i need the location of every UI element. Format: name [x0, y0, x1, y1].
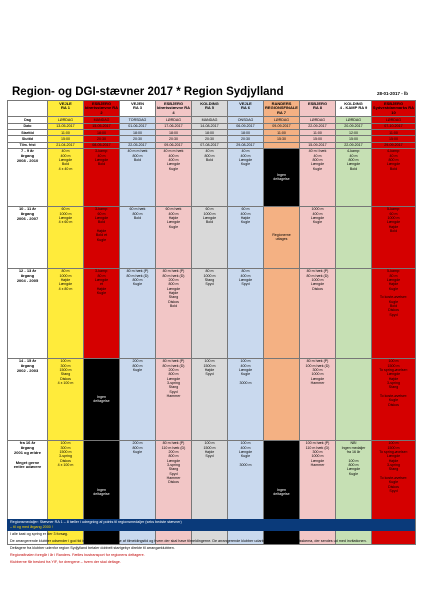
end-time-cell: 15:30 — [264, 136, 300, 142]
age-group-label: fra 16 år årgang 2001 og ældre Meget gerne entire udøvere — [8, 440, 48, 544]
date-cell: 13-05-2017 — [48, 123, 84, 129]
end-time-cell: 20:30 — [192, 136, 228, 142]
event-cell: 80 m hæk (P) 110 m hæk (D) 200 m 800 m Længde 3-spring Stang Spyd Hammer Diskos — [156, 440, 192, 544]
row-label-day: Dag — [8, 117, 48, 123]
start-time-cell: 11:00 — [300, 130, 336, 136]
date-cell: 07-10-2017 — [372, 123, 416, 129]
start-time-cell: 18:00 — [228, 130, 264, 136]
day-cell: LØRDAG — [48, 117, 84, 123]
event-cell: 40 m m hæk 400 m 400 m Længde Kugle — [156, 148, 192, 206]
age-group-label: 7 - 9 år årgang 2008 - 2010 — [8, 148, 48, 206]
event-cell: 100 m 1500 m To spring-øvelser: Længde Højde 3-spring Stang To koste-øvelser: Kugle Diskos Spyd — [372, 440, 416, 544]
date-cell: 01-06-2017 — [120, 123, 156, 129]
event-cell: 5-kamp: 60 m 1000 m Længde Højde Bold — [372, 206, 416, 268]
event-cell — [336, 268, 372, 358]
age-group-label: 10 - 11 år årgang 2006 - 2007 — [8, 206, 48, 268]
date-cell: 09-09-2017 — [264, 123, 300, 129]
event-cell: 3-kamp: 80 m Længde et Højde Kugle — [84, 268, 120, 358]
venue-header: VEJEN RA 3 — [120, 101, 156, 117]
end-time-cell: 15:00 — [48, 136, 84, 142]
day-cell: TORSDAG — [120, 117, 156, 123]
date-cell: 14-08-2017 — [192, 123, 228, 129]
event-cell: 60 m 400 m Højde Kugle — [228, 206, 264, 268]
deadline-cell: 08-05-2017 — [84, 142, 120, 148]
event-cell: Ingen deltagelse — [264, 148, 300, 206]
venue-header: KOLDING 4 - KAMP RA 9 — [336, 101, 372, 117]
event-cell: 80 m 400 m Længde Spyd — [228, 268, 264, 358]
deadline-cell: 29-08-2017 — [228, 142, 264, 148]
day-cell: LØRDAG — [300, 117, 336, 123]
event-cell: 40 m m hæk 800 m Bold — [120, 148, 156, 206]
end-time-cell: 20:30 — [120, 136, 156, 142]
event-cell — [336, 358, 372, 440]
end-time-cell: 15:00 — [336, 136, 372, 142]
deadline-cell: 22-09-2017 — [336, 142, 372, 148]
date-cell: 17-06-2017 — [156, 123, 192, 129]
event-cell: 200 m 800 m Kugle — [120, 440, 156, 544]
document-date: 28-01-2017 - lb — [376, 91, 408, 96]
venue-header: ESBJERG Idrætsstævne RA 2 — [84, 100, 119, 116]
start-time-cell: 18:00 — [120, 130, 156, 136]
page-title: Region- og DGI-stævner 2017 * Region Sydjylland — [12, 86, 284, 98]
event-cell: 60 m hæk 800 m Bold — [120, 206, 156, 268]
venue-header: VEJLE RA 6 — [228, 101, 264, 117]
event-cell: 80 m hæk (P) 80 m hæk (D) 200 m 800 m Længde Højde Stang Diskos Bold — [156, 268, 192, 358]
notes-section — [7, 519, 415, 566]
event-cell: 80 m hæk (P) 80 m hæk (D) 200 m 800 m Længde 3-spring Stang Spyd Hammer — [156, 358, 192, 440]
medal-note-bar — [7, 519, 415, 531]
event-cell: 4-kamp: 40 m 800 m Længde Bold — [336, 148, 372, 206]
header-corner — [8, 101, 48, 117]
event-cell: 40 m 400 m Længde Bold 4 x 40 m — [48, 148, 84, 206]
row-label-deadline: Tilm. frist — [8, 142, 48, 148]
event-cell: 1000 m 400 m Længde Kugle — [300, 206, 336, 268]
event-cell: NB! Ingen medaljer fra 16 år 100 m 800 m Længde Kugle — [336, 440, 372, 544]
event-cell: 5-kamp: 80 m Længde Højde Kugle To koste-øvelser: Kugle Bold Diskos Spyd — [372, 268, 416, 358]
event-cell: 100 m 1500 m Højde Spyd — [192, 358, 228, 440]
date-cell: 06-09-2017 — [228, 123, 264, 129]
venue-header: ESBJERG RA 8 — [300, 101, 336, 117]
start-time-cell: 11:00 — [372, 130, 416, 136]
event-cell: 4-kamp: 40 m 800 m Længde Bold — [372, 148, 416, 206]
note-invitations: De arrangerende klubber udsender i god tid invitation med angivelse af tilmeldingstid og hvem der skal have tilmeldingerne. De arrangerende klubber udarbejder selvstændige tidsskema, der sendes ud med invitationen. — [10, 538, 367, 543]
age-group-label: 14 - 15 år årgang 2002 - 2003 — [8, 358, 48, 440]
start-time-cell: 11:00 — [48, 130, 84, 136]
date-cell: 22-09-2017 — [300, 123, 336, 129]
deadline-cell: 22-05-2017 — [120, 142, 156, 148]
venue-header: ESBJERG Sydvestdanmarks RA 10 — [372, 100, 415, 116]
row-label-start-time: Starttid — [8, 130, 48, 136]
event-cell: 3-kamp: 40 m Længde Bold — [84, 148, 120, 206]
start-time-cell: 11:00 — [264, 130, 300, 136]
deadline-cell: 15-09-2017 — [300, 142, 336, 148]
venue-header: VEJLE RA 1 — [48, 101, 84, 117]
event-cell: 60 m 1000 m Længde Bold — [192, 206, 228, 268]
event-cell: 100 m 1500 m To spring-øvelser: Længde Højde 3-spring Stang To koste-øvelser: Kugle Diskos — [372, 358, 416, 440]
venue-header: KOLDING RA 5 — [192, 101, 228, 117]
event-cell: 80 m 1000 m Stang Spyd — [192, 268, 228, 358]
event-cell: 100 m 400 m Længde Kugle 3000 m — [228, 358, 264, 440]
end-time-cell: 15:00 — [300, 136, 336, 142]
day-cell: ONSDAG — [228, 117, 264, 123]
schedule-table — [7, 100, 416, 545]
note-regional-final: Regionsfinalen foregår i år i Randers. Fælles bustransport for regionens deltagere. — [10, 552, 145, 557]
event-cell: 60 m hæk 400 m Højde Længde Kugle — [156, 206, 192, 268]
event-cell: 60 m 1000 m Længde 4 x 60 m — [48, 206, 84, 268]
event-cell: 40 m 400 m Længde Kugle — [228, 148, 264, 206]
event-cell: 40 m 800 m Bold — [192, 148, 228, 206]
deadline-cell: 09-06-2017 — [156, 142, 192, 148]
event-cell: 3-kamp: 60 m Længde Bold Højde Bold et Kugle — [84, 206, 120, 268]
venue-header: ESBJERG Idrætsstævne RA 4 — [156, 100, 191, 116]
event-cell: 80 m hæk (P) 100 m hæk (D) 300 m 1000 m Længde Hammer — [300, 358, 336, 440]
note-attempts: I alle kast og spring er der 3 forsøg. — [10, 531, 69, 536]
medal-note-line2: – til og med årgang 2000 ! — [10, 524, 53, 529]
event-cell: Ingen deltagelse — [84, 358, 120, 440]
start-time-cell: 12:00 — [336, 130, 372, 136]
note-club-info: Klubberne får besked fra YIF, for drengene – hvem der skal deltage. — [10, 559, 121, 564]
note-start-fee: Deltagere fra klubber udenfor region Sydjylland betaler dobbelt startgebyr direkte til arrangørklubben. — [10, 545, 175, 550]
deadline-cell: 29-09-2017 — [372, 142, 416, 148]
event-cell: Ingen deltagelse — [84, 440, 120, 544]
start-time-cell: 18:00 — [192, 130, 228, 136]
day-cell: LØRDAG — [336, 117, 372, 123]
event-cell: 40 m i hæk 40 m 800 m Længde Kugle — [300, 148, 336, 206]
date-cell: 15-05-2017 — [84, 123, 120, 129]
event-cell: Ingen deltagelse — [264, 440, 300, 544]
day-cell: LØRDAG — [372, 117, 416, 123]
venue-header: RANDERS REGIONSFINALE RA 7 — [265, 100, 298, 116]
start-time-cell: 18:00 — [84, 130, 120, 136]
day-cell: MANDAG — [84, 117, 120, 123]
medal-note-line1: Regionsmedaljer: Stævner RA 1 – 8 tæller i udregning af points til regionsmedaljer (seks bedste stævner) — [10, 520, 182, 524]
date-cell: 20-09-2017 — [336, 123, 372, 129]
end-time-cell: 15:00 — [372, 136, 416, 142]
event-cell: 100 m 300 m 1500 m 3-spring Diskos 4 x 100 m — [48, 440, 84, 544]
start-time-cell: 18:00 — [156, 130, 192, 136]
day-cell: LØRDAG — [264, 117, 300, 123]
event-cell: 100 m 300 m 1500 m Stang Diskos 4 x 100 m — [48, 358, 84, 440]
event-cell — [264, 268, 300, 358]
deadline-cell: 07-08-2017 — [192, 142, 228, 148]
row-label-end-time: Sluttid — [8, 136, 48, 142]
event-cell: 100 m 1500 m Højde Spyd — [192, 440, 228, 544]
age-group-label: 12 - 13 år årgang 2004 - 2005 — [8, 268, 48, 358]
event-cell: 100 m 400 m Længde Kugle 3000 m — [228, 440, 264, 544]
end-time-cell: 20:30 — [156, 136, 192, 142]
end-time-cell: 20:30 — [84, 136, 120, 142]
event-cell: 100 m hæk (P) 110 m hæk (D) 300 m 1000 m Længde Hammer — [300, 440, 336, 544]
event-cell — [264, 358, 300, 440]
day-cell: LØRDAG — [156, 117, 192, 123]
end-time-cell: 20:30 — [228, 136, 264, 142]
event-cell: 80 m 1000 m Højde Længde 4 x 80 m — [48, 268, 84, 358]
event-cell: 80 m hæk (P) 80 m hæk (D) 800 m Kugle — [120, 268, 156, 358]
event-cell: 80 m hæk (P) 80 m hæk (D) 1000 m Længde Diskos — [300, 268, 336, 358]
event-cell — [336, 206, 372, 268]
deadline-cell: 21-04-2017 — [48, 142, 84, 148]
event-cell: Regionerne uttages — [264, 206, 300, 268]
row-label-date: Dato — [8, 123, 48, 129]
day-cell: MANDAG — [192, 117, 228, 123]
event-cell: 200 m 800 m Kugle — [120, 358, 156, 440]
